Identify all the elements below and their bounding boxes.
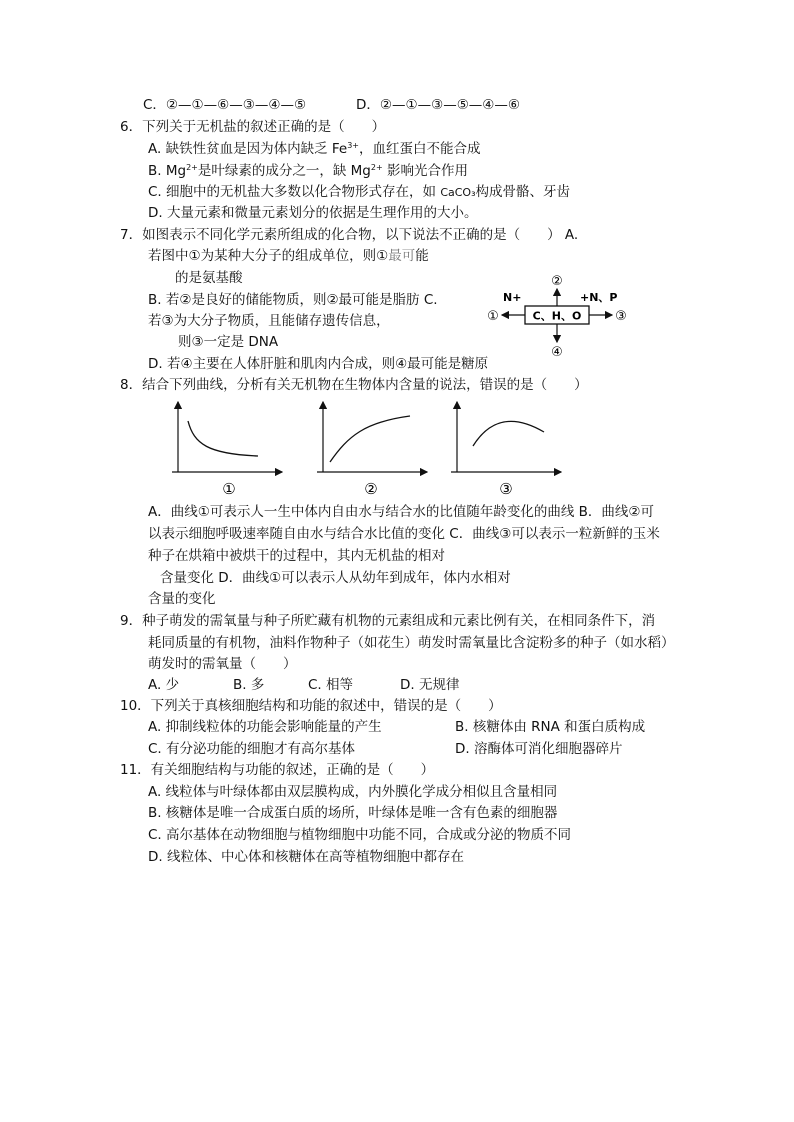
q11-option-a: A. 线粒体与叶绿体都由双层膜构成，内外膜化学成分相似且含量相同 [148,784,558,800]
left-label: N+ [503,291,522,304]
q9-stem-line-2: 耗同质量的有机物，油料作物种子（如花生）萌发时需氧量比含淀粉多的种子（如水稻） [148,635,675,651]
graph-2-label: ② [364,480,378,498]
q7-element-diagram [484,270,634,360]
q6-option-b: B. $Mg^{2+}$是叶绿素的成分之一，缺 $Mg^{2+}$ 影响光合作用 [148,163,468,179]
q5-option-d: D．②—①—③—⑤—④—⑥ [356,97,521,113]
node-2: ② [551,274,563,289]
q11-option-d: D. 线粒体、中心体和核糖体在高等植物细胞中都存在 [148,849,464,865]
q6-option-a: A. 缺铁性贫血是因为体内缺乏 $Fe^{3+}$，血红蛋白不能合成 [148,141,481,157]
graph-1-label: ① [222,480,236,498]
q8-text-line-3: 种子在烘箱中被烘干的过程中，其内无机盐的相对 [148,548,445,564]
q8-curve-graphs [150,396,570,500]
q10-option-d: D. 溶酶体可消化细胞器碎片 [455,741,623,757]
curve-2 [330,416,410,462]
q11-option-c: C. 高尔基体在动物细胞与植物细胞中功能不同，合成或分泌的物质不同 [148,827,572,843]
q9-stem-line-1: 9．种子萌发的需氧量与种子所贮藏有机物的元素组成和元素比例有关，在相同条件下，消 [120,613,656,629]
graph-3-label: ③ [499,480,513,498]
q7-stem: 7．如图表示不同化学元素所组成的化合物，以下说法不正确的是（ ） A. [120,227,579,243]
q10-option-c: C. 有分泌功能的细胞才有高尔基体 [148,741,356,757]
q7-option-c-cont: 则③一定是 DNA [178,334,279,350]
q10-option-a: A. 抑制线粒体的功能会影响能量的产生 [148,719,382,735]
q6-option-c: C. 细胞中的无机盐大多数以化合物形式存在，如 CaCO₃构成骨骼、牙齿 [148,184,570,200]
curve-3 [473,421,544,446]
q9-stem-line-3: 萌发时的需氧量（ ） [148,656,297,672]
q8-text-line-2: 以表示细胞呼吸速率随自由水与结合水比值的变化 C．曲线③可以表示一粒新鲜的玉米 [148,526,660,542]
curve-1 [188,421,258,456]
right-label: +N、P [580,291,618,304]
q7-option-b: B. 若②是良好的储能物质，则②最可能是脂肪 C. [148,292,438,308]
q10-option-b: B. 核糖体由 RNA 和蛋白质构成 [455,719,646,735]
node-3: ③ [615,309,627,324]
q8-text-line-1: A．曲线①可表示人一生中体内自由水与结合水的比值随年龄变化的曲线 B．曲线②可 [148,504,654,520]
q6-option-d: D. 大量元素和微量元素划分的依据是生理作用的大小。 [148,205,478,221]
q9-option-a: A. 少 [148,677,180,693]
q11-stem: 11．有关细胞结构与功能的叙述，正确的是（ ） [120,762,435,778]
q6-stem: 6．下列关于无机盐的叙述正确的是（ ） [120,119,386,135]
q9-option-c: C. 相等 [308,677,354,693]
q9-option-d: D. 无规律 [400,677,460,693]
q9-option-b: B. 多 [233,677,265,693]
center-label: C、H、O [532,309,582,323]
q11-option-b: B. 核糖体是唯一合成蛋白质的场所，叶绿体是唯一含有色素的细胞器 [148,805,558,821]
q7-option-d: D. 若④主要在人体肝脏和肌肉内合成，则④最可能是糖原 [148,356,489,372]
q10-stem: 10．下列关于真核细胞结构和功能的叙述中，错误的是（ ） [120,698,502,714]
q7-option-a-cont: 的是氨基酸 [175,270,243,286]
q8-stem: 8．结合下列曲线，分析有关无机物在生物体内含量的说法，错误的是（ ） [120,377,588,393]
q5-option-c: C．②—①—⑥—③—④—⑤ [143,97,307,113]
q8-text-line-4: 含量变化 D．曲线①可以表示人从幼年到成年，体内水相对 [160,570,511,586]
q7-option-a-line: 若图中①为某种大分子的组成单位，则①最可能 [148,248,429,264]
q7-option-c: 若③为大分子物质，且能储存遗传信息， [148,313,390,329]
node-1: ① [487,309,499,324]
graph-1 [172,402,282,498]
node-4: ④ [551,345,563,360]
graph-2 [317,402,427,498]
graph-3 [451,402,561,498]
q8-text-line-5: 含量的变化 [148,591,216,607]
